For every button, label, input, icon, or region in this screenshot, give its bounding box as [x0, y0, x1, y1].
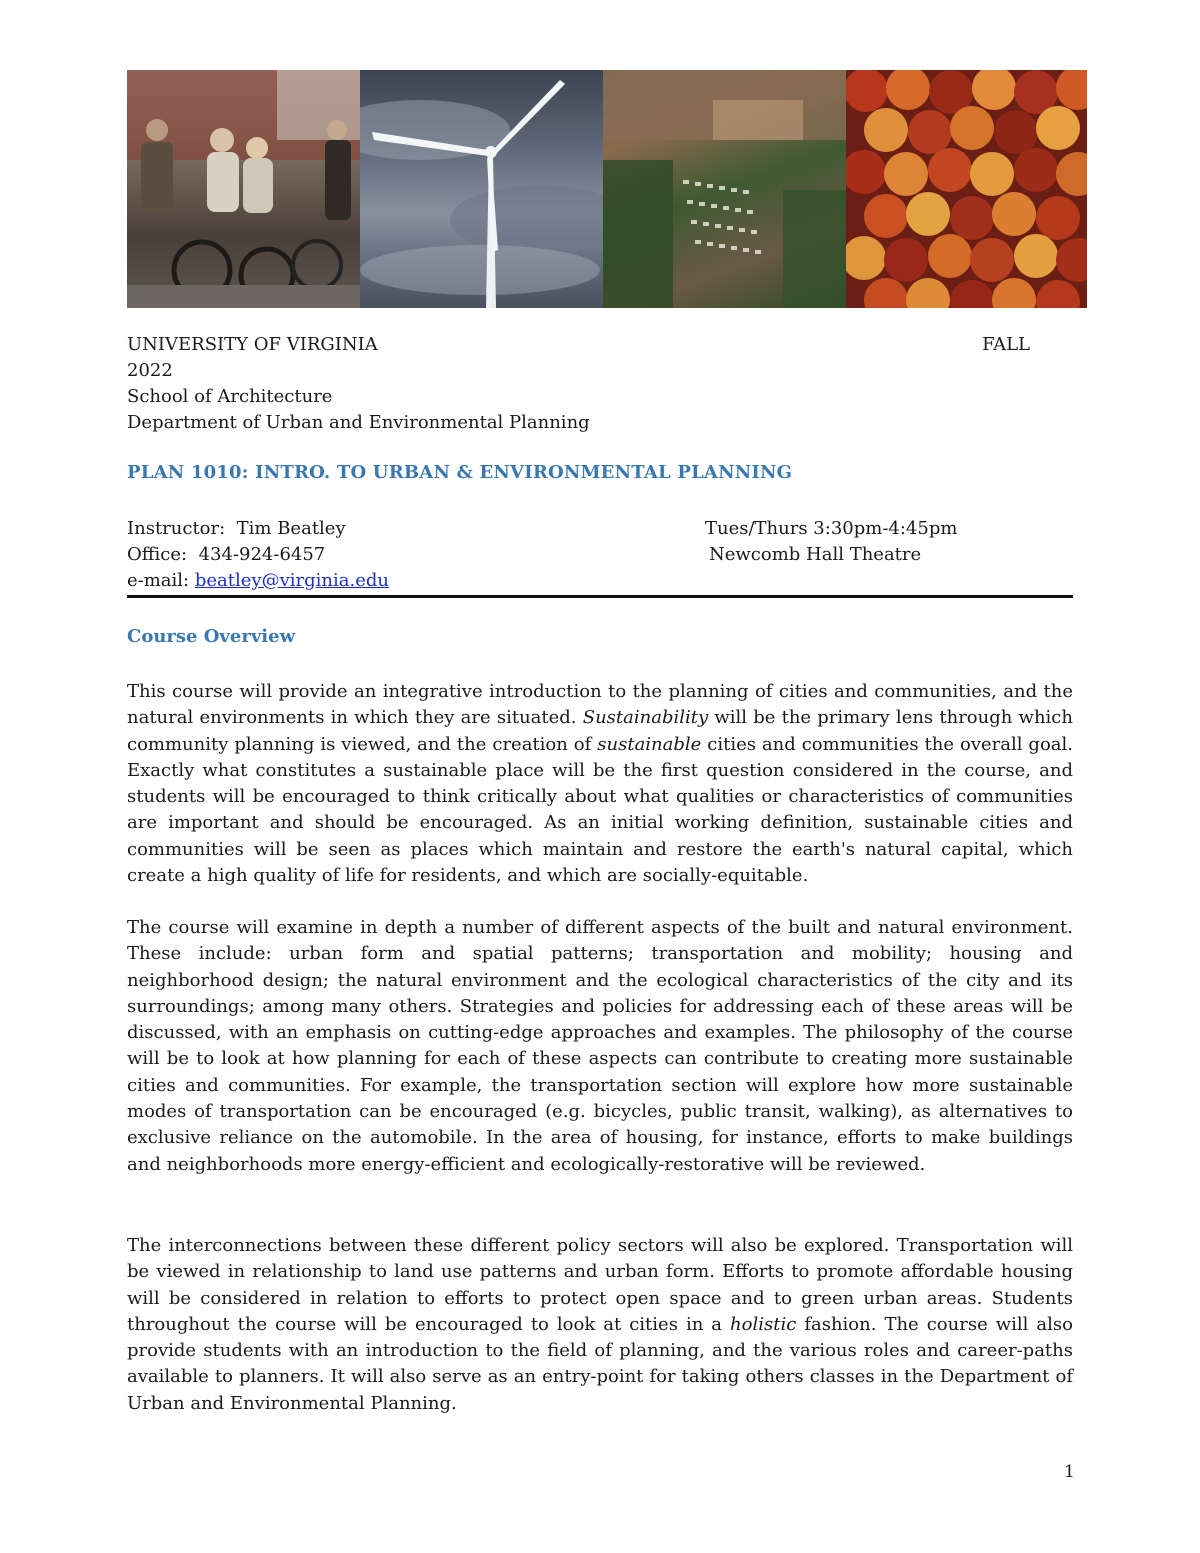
email-link[interactable]: beatley@virginia.edu [194, 570, 389, 591]
email-label: e-mail: [127, 570, 190, 591]
header-divider [127, 595, 1073, 598]
overview-paragraph-2: The course will examine in depth a number of different aspects of the built and natural environment. These include: urban form and spatial patterns; transportation and mobility; housing and neighborhood design; the natural environment and the ecological characteristics of the city and its surroundings; among many others. Strategies and policies for addressing each of these areas will be discussed, with an emphasis on cutting-edge approaches and examples. The philosophy of the course will be to look at how planning for each of these aspects can contribute to creating more sustainable cities and communities. For example, the transportation section will explore how more sustainable modes of transportation can be encouraged (e.g. bicycles, public transit, walking), as alternatives to exclusive reliance on the automobile. In the area of housing, for instance, efforts to make buildings and neighborhoods more energy-efficient and ecologically-restorative will be reviewed. [127, 917, 1073, 1175]
cyclists-photo [127, 70, 360, 308]
office-label: Office: [127, 544, 188, 565]
term-year: 2022 [127, 360, 173, 381]
instructor-name: Tim Beatley [236, 518, 346, 539]
course-title: PLAN 1010: INTRO. TO URBAN & ENVIRONMENTAL PLANNING [127, 462, 793, 483]
overview-paragraph-3 [127, 1233, 1073, 1417]
section-heading-course-overview: Course Overview [127, 626, 296, 647]
p3-text-b: fashion. The course will also provide students with an introduction to the field of planning, and the various roles and career-paths available to planners. It will also serve as an entry-point for taking others classes in the Department of Urban and Environmental Planning. [127, 1313, 1073, 1414]
p1-text-b: will be the primary lens through which community planning is viewed, and the creation of [127, 707, 1073, 755]
aerial-suburb-photo [603, 70, 846, 308]
peaches-photo [846, 70, 1087, 308]
page-number: 1 [1064, 1462, 1075, 1482]
p1-emphasis-sustainability: Sustainability [582, 707, 709, 729]
school-name: School of Architecture [127, 386, 333, 407]
office-phone: 434-924-6457 [198, 544, 326, 565]
header-banner [127, 70, 1087, 308]
p1-text-a: This course will provide an integrative introduction to the planning of cities and communities, and the natural environments in which they are situated. [127, 681, 1073, 729]
overview-paragraph-1 [127, 679, 1073, 889]
instructor-line [127, 516, 346, 542]
department-name: Department of Urban and Environmental Planning [127, 412, 590, 433]
p1-emphasis-sustainable: sustainable [597, 733, 702, 755]
term-word: FALL [982, 334, 1030, 355]
university-name: UNIVERSITY OF VIRGINIA [127, 334, 378, 355]
p3-emphasis-holistic: holistic [730, 1313, 797, 1335]
header-university-line [127, 332, 1030, 358]
office-line [127, 542, 325, 568]
class-location: Newcomb Hall Theatre [709, 544, 922, 565]
p1-text-c: cities and communities the overall goal. Exactly what constitutes a sustainable place will be the first question considered in the course, and students will be encouraged to think critically about what qualities or characteristics of communities are important and should be encouraged. As an initial working definition, sustainable cities and communities will be seen as places which maintain and restore the earth's natural capital, which create a high quality of life for residents, and which are socially-equitable. [127, 733, 1074, 887]
instructor-label: Instructor: [127, 518, 226, 539]
email-line [127, 568, 389, 594]
p3-text-a: The interconnections between these different policy sectors will also be explored. Transportation will be viewed in relationship to land use patterns and urban form. Efforts to promote affordable housing will be considered in relation to efforts to protect open space and to green urban areas. Students throughout the course will be encouraged to look at cities in a [127, 1235, 1073, 1335]
wind-turbine-photo [360, 70, 603, 308]
class-schedule: Tues/Thurs 3:30pm-4:45pm [705, 518, 958, 539]
